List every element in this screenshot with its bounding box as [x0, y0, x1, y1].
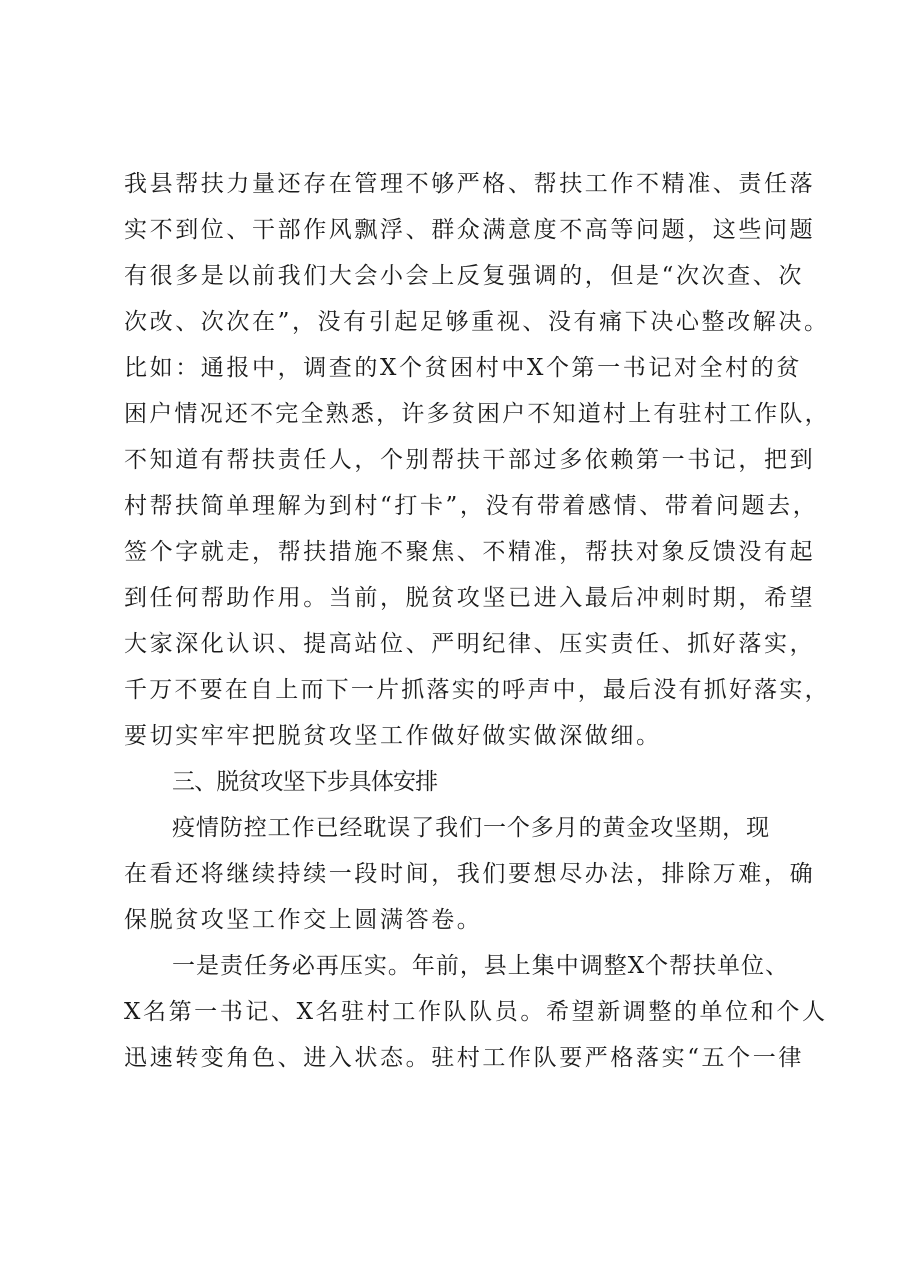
- paragraph-first-line: 疫情防控工作已经耽误了我们一个多月的黄金攻坚期，现: [172, 815, 770, 841]
- section-heading: 三、脱贫攻坚下步具体安排: [172, 769, 438, 795]
- body-text-line: 千万不要在自上而下一片抓落实的呼声中，最后没有抓好落实，: [124, 677, 830, 703]
- body-text-line: 在看还将继续持续一段时间，我们要想尽办法，排除万难，确: [124, 861, 816, 887]
- body-text-line: 保脱贫攻坚工作交上圆满答卷。: [124, 907, 483, 933]
- body-text-line: 比如：通报中，调查的X个贫困村中X个第一书记对全村的贫: [124, 355, 802, 381]
- body-text-line: 我县帮扶力量还存在管理不够严格、帮扶工作不精准、责任落: [124, 171, 816, 197]
- body-text-line: 签个字就走，帮扶措施不聚焦、不精准，帮扶对象反馈没有起: [124, 539, 816, 565]
- body-text-line: 大家深化认识、提高站位、严明纪律、压实责任、抓好落实，: [124, 631, 816, 657]
- body-text-line: 迅速转变角色、进入状态。驻村工作队要严格落实“五个一律: [124, 1045, 804, 1071]
- body-text-line: 困户情况还不完全熟悉，许多贫困户不知道村上有驻村工作队，: [124, 401, 830, 427]
- body-text-line: 要切实牢牢把脱贫攻坚工作做好做实做深做细。: [124, 723, 662, 749]
- body-text-line: 村帮扶简单理解为到村“打卡”，没有带着感情、带着问题去，: [124, 493, 819, 519]
- body-text-line: 到任何帮助作用。当前，脱贫攻坚已进入最后冲刺时期，希望: [124, 585, 816, 611]
- body-text-line: X名第一书记、X名驻村工作队队员。希望新调整的单位和个人: [124, 999, 828, 1025]
- body-text-line: 次改、次次在”，没有引起足够重视、没有痛下决心整改解决。: [124, 309, 830, 335]
- body-text-line: 实不到位、干部作风飘浮、群众满意度不高等问题，这些问题: [124, 217, 816, 243]
- paragraph-first-line: 一是责任务必再压实。年前，县上集中调整X个帮扶单位、: [172, 953, 789, 979]
- body-text-line: 有很多是以前我们大会小会上反复强调的，但是“次次查、次: [124, 263, 804, 289]
- body-text-line: 不知道有帮扶责任人，个别帮扶干部过多依赖第一书记，把到: [124, 447, 816, 473]
